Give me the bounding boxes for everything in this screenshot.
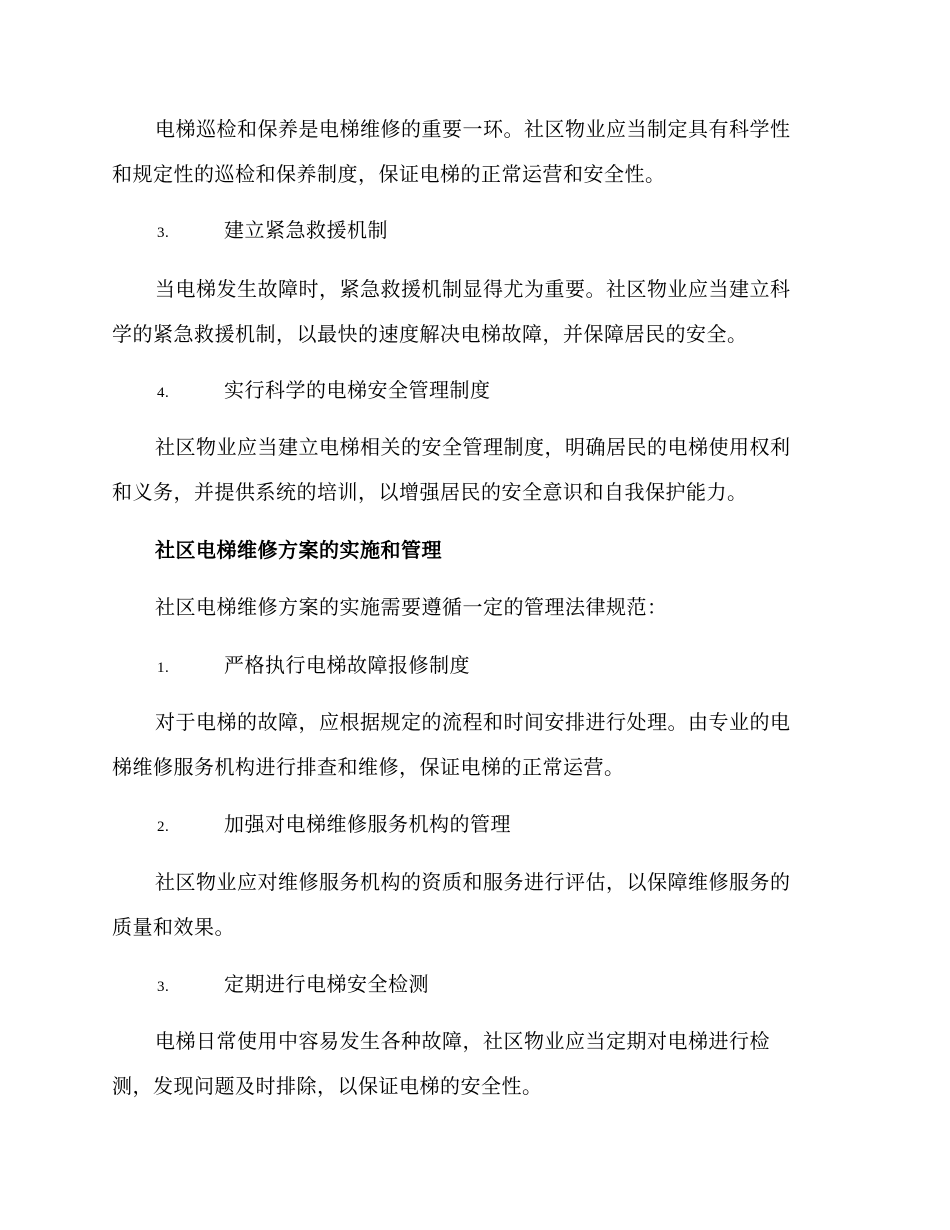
paragraph-line: 对于电梯的故障，应根据规定的流程和时间安排进行处理。由专业的电 xyxy=(155,710,791,734)
list-item-text: 建立紧急救援机制 xyxy=(224,218,388,242)
paragraph-line: 社区物业应当建立电梯相关的安全管理制度，明确居民的电梯使用权利 xyxy=(155,435,791,459)
paragraph-inspection xyxy=(112,107,832,197)
list-item xyxy=(157,208,388,256)
paragraph-line: 和规定性的巡检和保养制度，保证电梯的正常运营和安全性。 xyxy=(112,162,666,186)
list-item-text: 定期进行电梯安全检测 xyxy=(224,972,429,996)
paragraph-regular-inspection xyxy=(112,1019,832,1109)
paragraph-line: 质量和效果。 xyxy=(112,915,235,939)
paragraph-line: 梯维修服务机构进行排查和维修，保证电梯的正常运营。 xyxy=(112,755,625,779)
paragraph-line: 当电梯发生故障时，紧急救援机制显得尤为重要。社区物业应当建立科 xyxy=(155,277,791,301)
paragraph-repair-process xyxy=(112,700,832,790)
list-item xyxy=(157,643,470,691)
list-number: 2. xyxy=(157,819,170,835)
paragraph-line: 社区物业应对维修服务机构的资质和服务进行评估，以保障维修服务的 xyxy=(155,870,791,894)
intro-line: 社区电梯维修方案的实施需要遵循一定的管理法律规范： xyxy=(155,595,668,619)
list-item-text: 加强对电梯维修服务机构的管理 xyxy=(224,812,511,836)
list-item xyxy=(157,368,491,416)
paragraph-line: 测，发现问题及时排除，以保证电梯的安全性。 xyxy=(112,1074,543,1098)
paragraph-service-evaluation xyxy=(112,860,832,950)
section-heading: 社区电梯维修方案的实施和管理 xyxy=(155,538,442,562)
list-item-text: 实行科学的电梯安全管理制度 xyxy=(224,378,491,402)
list-item-text: 严格执行电梯故障报修制度 xyxy=(224,653,470,677)
list-number: 1. xyxy=(157,660,170,676)
list-item xyxy=(157,802,511,850)
list-item xyxy=(157,962,429,1010)
paragraph-line: 电梯日常使用中容易发生各种故障，社区物业应当定期对电梯进行检 xyxy=(155,1029,770,1053)
list-number: 3. xyxy=(157,225,170,241)
paragraph-line: 和义务，并提供系统的培训，以增强居民的安全意识和自我保护能力。 xyxy=(112,480,748,504)
paragraph-emergency xyxy=(112,267,832,357)
list-number: 4. xyxy=(157,385,170,401)
paragraph-line: 电梯巡检和保养是电梯维修的重要一环。社区物业应当制定具有科学性 xyxy=(155,117,791,141)
paragraph-safety-management xyxy=(112,425,832,515)
paragraph-line: 学的紧急救援机制，以最快的速度解决电梯故障，并保障居民的安全。 xyxy=(112,322,748,346)
list-number: 3. xyxy=(157,979,170,995)
